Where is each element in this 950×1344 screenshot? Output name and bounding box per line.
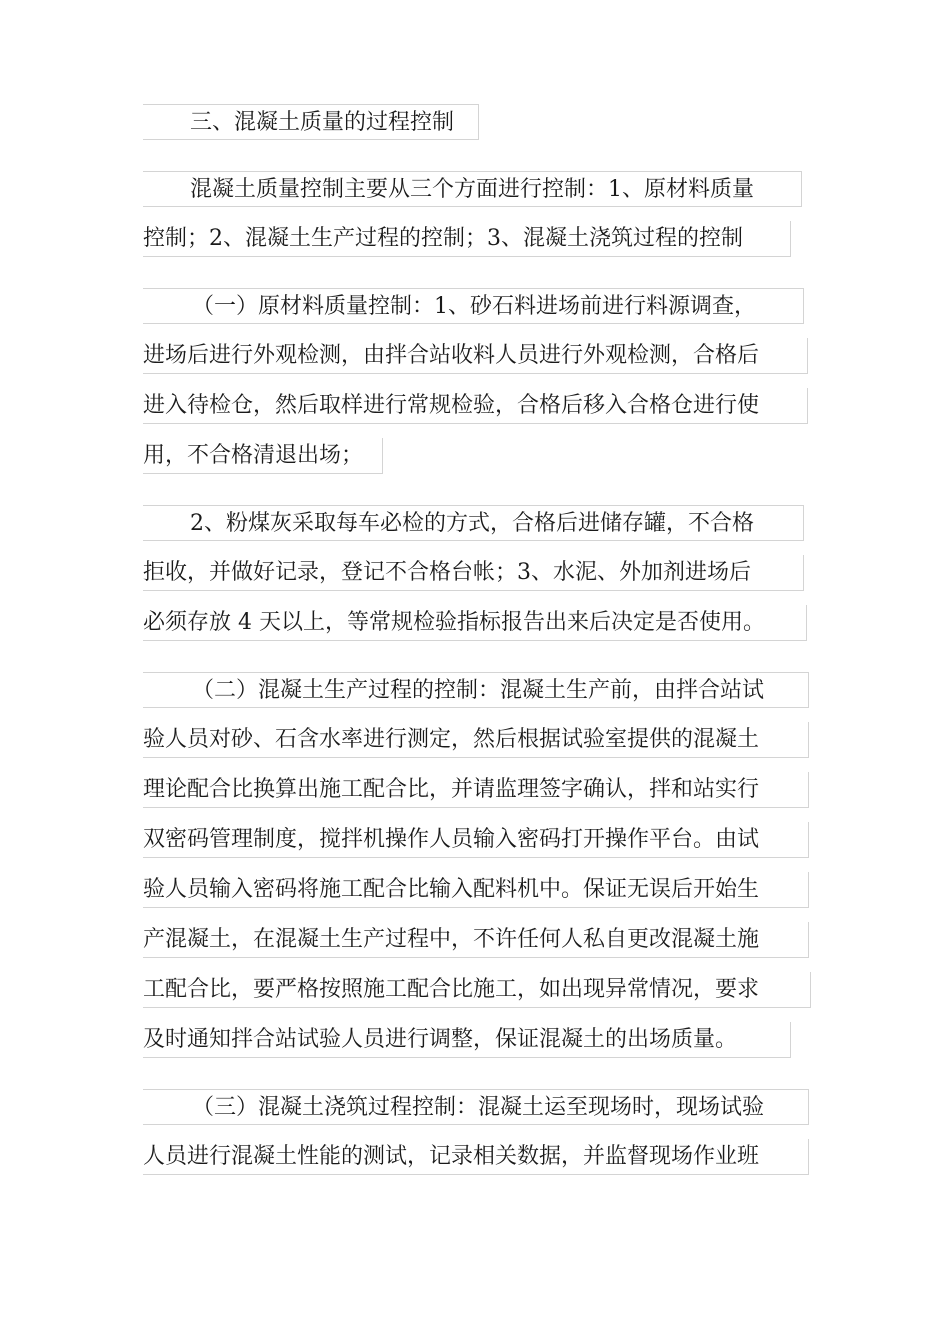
text-line: 进场后进行外观检测，由拌合站收料人员进行外观检测，合格后 (143, 338, 808, 374)
text-line: 人员进行混凝土性能的测试，记录相关数据，并监督现场作业班 (143, 1139, 809, 1175)
text-line: （一）原材料质量控制：1、砂石料进场前进行料源调查， (143, 288, 804, 324)
text-line: 2、粉煤灰采取每车必检的方式，合格后进储存罐，不合格 (143, 505, 804, 541)
text-line: 工配合比，要严格按照施工配合比施工，如出现异常情况，要求 (143, 972, 811, 1008)
text-line: 验人员输入密码将施工配合比输入配料机中。保证无误后开始生 (143, 872, 809, 908)
text-line: （二）混凝土生产过程的控制：混凝土生产前，由拌合站试 (143, 672, 809, 708)
text-line: 控制；2、混凝土生产过程的控制；3、混凝土浇筑过程的控制 (143, 221, 791, 257)
text-line: 产混凝土，在混凝土生产过程中，不许任何人私自更改混凝土施 (143, 922, 809, 958)
text-line: （三）混凝土浇筑过程控制：混凝土运至现场时，现场试验 (143, 1089, 809, 1125)
text-line: 理论配合比换算出施工配合比，并请监理签字确认，拌和站实行 (143, 772, 809, 808)
text-line: 双密码管理制度，搅拌机操作人员输入密码打开操作平台。由试 (143, 822, 809, 858)
text-line: 混凝土质量控制主要从三个方面进行控制：1、原材料质量 (143, 171, 802, 207)
section-heading: 三、混凝土质量的过程控制 (143, 104, 479, 140)
text-line: 及时通知拌合站试验人员进行调整，保证混凝土的出场质量。 (143, 1022, 791, 1058)
text-line: 拒收，并做好记录，登记不合格台帐；3、水泥、外加剂进场后 (143, 555, 804, 591)
text-line: 验人员对砂、石含水率进行测定，然后根据试验室提供的混凝土 (143, 722, 809, 758)
text-line: 进入待检仓，然后取样进行常规检验，合格后移入合格仓进行使 (143, 388, 808, 424)
text-line: 用，不合格清退出场； (143, 438, 383, 474)
text-line: 必须存放 4 天以上，等常规检验指标报告出来后决定是否使用。 (143, 605, 807, 641)
